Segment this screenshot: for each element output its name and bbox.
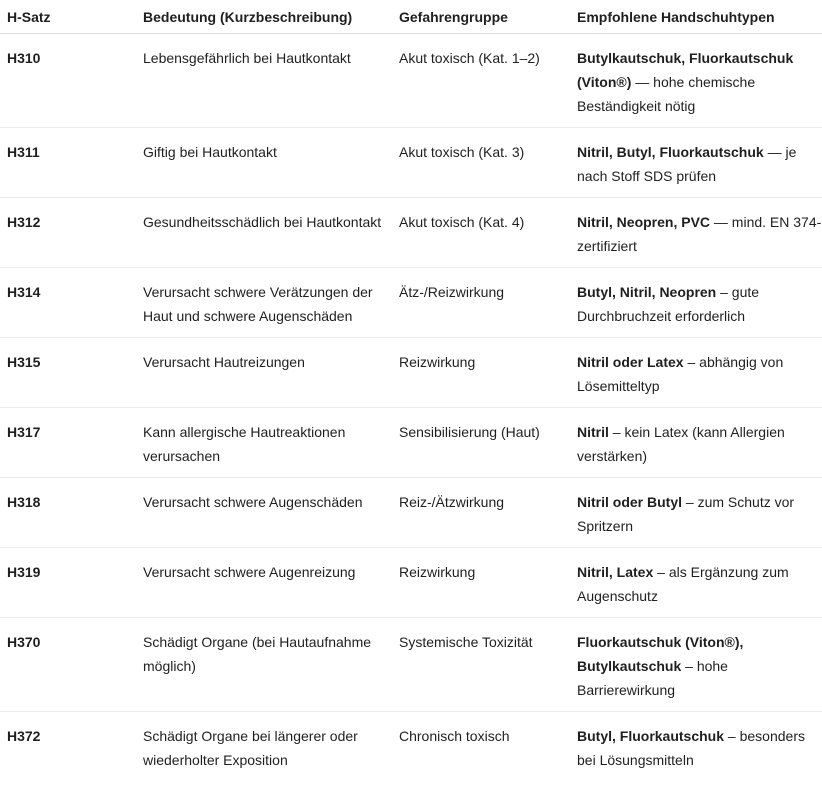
table-row bbox=[0, 34, 822, 128]
group-cell: Reizwirkung bbox=[392, 548, 570, 618]
table-row bbox=[0, 478, 822, 548]
gloves-cell bbox=[570, 548, 822, 618]
gloves-materials: Nitril oder Latex bbox=[577, 354, 684, 370]
h-code-cell: H317 bbox=[0, 408, 136, 478]
gloves-cell bbox=[570, 198, 822, 268]
gloves-materials: Nitril, Butyl, Fluorkautschuk bbox=[577, 144, 764, 160]
h-code-cell: H311 bbox=[0, 128, 136, 198]
gloves-cell bbox=[570, 478, 822, 548]
header-bedeutung: Bedeutung (Kurzbeschreibung) bbox=[136, 0, 392, 34]
h-code-cell: H372 bbox=[7, 728, 41, 744]
gloves-materials: Nitril oder Butyl bbox=[577, 494, 683, 510]
gloves-note: – als Ergänzung zum Augenschutz bbox=[577, 564, 789, 604]
table-row bbox=[0, 338, 822, 408]
gloves-cell bbox=[570, 34, 822, 128]
group-cell: Sensibilisierung (Haut) bbox=[392, 408, 570, 478]
gloves-materials: Fluorkautschuk (Viton®), Butylkautschuk bbox=[577, 634, 744, 674]
meaning-cell: Lebensgefährlich bei Hautkontakt bbox=[136, 34, 392, 128]
meaning-cell: Verursacht Hautreizungen bbox=[136, 338, 392, 408]
gloves-cell bbox=[570, 618, 822, 712]
gloves-materials: Nitril bbox=[577, 424, 609, 440]
header-h-satz: H-Satz bbox=[0, 0, 136, 34]
header-gefahrengruppe: Gefahrengruppe bbox=[392, 0, 570, 34]
h-code-cell: H319 bbox=[0, 548, 136, 618]
meaning-cell: Verursacht schwere Augenreizung bbox=[136, 548, 392, 618]
meaning-cell: Verursacht schwere Verätzungen der Haut und schwere Augenschäden bbox=[136, 268, 392, 338]
gloves-note: – abhängig von Lösemitteltyp bbox=[577, 354, 784, 394]
group-cell: Akut toxisch (Kat. 3) bbox=[392, 128, 570, 198]
gloves-note: – kein Latex (kann Allergien verstärken) bbox=[577, 424, 785, 464]
group-cell: Akut toxisch (Kat. 1–2) bbox=[392, 34, 570, 128]
table-row bbox=[0, 618, 822, 712]
group-cell: Reiz-/Ätzwirkung bbox=[392, 478, 570, 548]
gloves-materials: Butyl, Nitril, Neopren bbox=[577, 284, 717, 300]
table-row bbox=[0, 268, 822, 338]
meaning-cell: Schädigt Organe (bei Hautaufnahme möglich) bbox=[136, 618, 392, 712]
meaning-cell: Gesundheitsschädlich bei Hautkontakt bbox=[136, 198, 392, 268]
table-body bbox=[0, 34, 822, 782]
gloves-cell bbox=[570, 128, 822, 198]
gloves-materials: Nitril, Neopren, PVC bbox=[577, 214, 711, 230]
table-row bbox=[0, 128, 822, 198]
gloves-materials: Butylkautschuk, Fluorkautschuk (Viton®) bbox=[577, 50, 794, 90]
group-cell: Systemische Toxizität bbox=[392, 618, 570, 712]
gloves-note: – hohe Barrierewirkung bbox=[577, 658, 728, 698]
gloves-cell bbox=[570, 268, 822, 338]
group-cell: Ätz-/Reizwirkung bbox=[392, 268, 570, 338]
gloves-note: — je nach Stoff SDS prüfen bbox=[577, 144, 797, 184]
header-handschuhtypen: Empfohlene Handschuhtypen bbox=[570, 0, 822, 34]
header-row bbox=[0, 0, 822, 34]
h-code-cell: H315 bbox=[0, 338, 136, 408]
gloves-note: – zum Schutz vor Spritzern bbox=[577, 494, 795, 534]
gloves-note: – besonders bei Lösungsmitteln bbox=[577, 728, 805, 768]
gloves-materials: Nitril, Latex bbox=[577, 564, 654, 580]
group-cell: Chronisch toxisch bbox=[399, 728, 510, 744]
group-cell: Reizwirkung bbox=[392, 338, 570, 408]
table-row bbox=[0, 408, 822, 478]
h-code-cell: H312 bbox=[0, 198, 136, 268]
gloves-note: – gute Durchbruchzeit erforderlich bbox=[577, 284, 760, 324]
gloves-cell bbox=[570, 408, 822, 478]
h-code-cell: H370 bbox=[0, 618, 136, 712]
table-row bbox=[0, 198, 822, 268]
group-cell: Akut toxisch (Kat. 4) bbox=[392, 198, 570, 268]
gloves-note: — mind. EN 374-zertifiziert bbox=[577, 214, 822, 254]
gloves-cell bbox=[570, 712, 822, 782]
gloves-note: — hohe chemische Beständigkeit nötig bbox=[577, 74, 756, 114]
meaning-cell: Verursacht schwere Augenschäden bbox=[136, 478, 392, 548]
table-row bbox=[0, 548, 822, 618]
table-row bbox=[0, 712, 822, 782]
gloves-cell bbox=[570, 338, 822, 408]
meaning-cell: Kann allergische Hautreaktionen verursachen bbox=[136, 408, 392, 478]
meaning-cell: Giftig bei Hautkontakt bbox=[136, 128, 392, 198]
meaning-cell: Schädigt Organe bei längerer oder wiederholter Exposition bbox=[143, 728, 358, 768]
h-code-cell: H310 bbox=[0, 34, 136, 128]
gloves-materials: Butyl, Fluorkautschuk bbox=[577, 728, 725, 744]
h-code-cell: H314 bbox=[0, 268, 136, 338]
table-header bbox=[0, 0, 822, 34]
h-code-cell: H318 bbox=[0, 478, 136, 548]
